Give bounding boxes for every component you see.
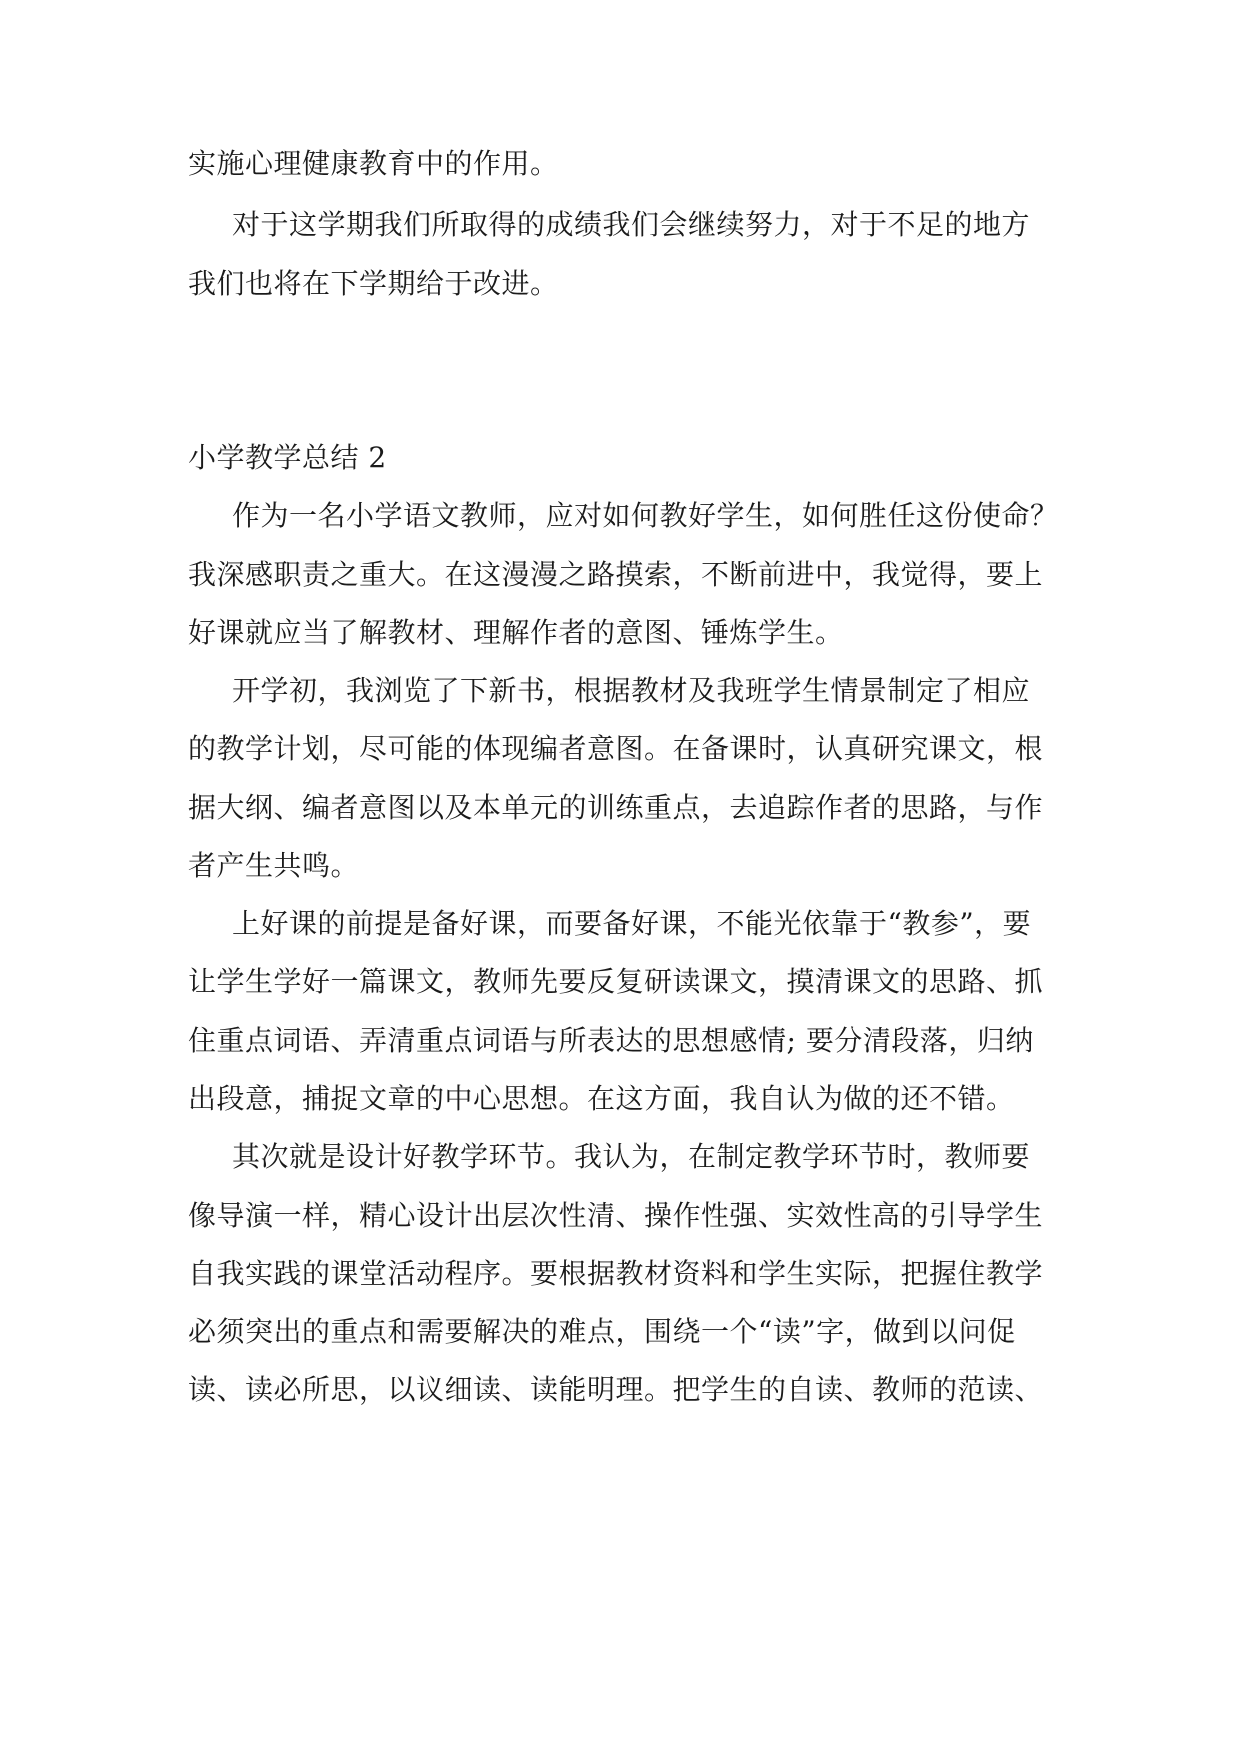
paragraph-first-line: 上好课的前提是备好课，而要备好课，不能光依靠于“教参”，要 bbox=[232, 907, 1032, 940]
text-line: 自我实践的课堂活动程序。要根据教材资料和学生实际，把握住教学 bbox=[188, 1257, 1044, 1290]
text-line: 据大纲、编者意图以及本单元的训练重点，去追踪作者的思路，与作 bbox=[188, 791, 1044, 824]
text-line: 的教学计划，尽可能的体现编者意图。在备课时，认真研究课文，根 bbox=[188, 732, 1044, 765]
paragraph-first-line: 其次就是设计好教学环节。我认为，在制定教学环节时，教师要 bbox=[232, 1140, 1031, 1173]
paragraph-first-line: 对于这学期我们所取得的成绩我们会继续努力，对于不足的地方 bbox=[232, 208, 1031, 241]
text-line: 让学生学好一篇课文，教师先要反复研读课文，摸清课文的思路、抓 bbox=[188, 965, 1044, 998]
text-line: 读、读必所思，以议细读、读能明理。把学生的自读、教师的范读、 bbox=[188, 1373, 1044, 1406]
text-line: 住重点词语、弄清重点词语与所表达的思想感情; 要分清段落，归纳 bbox=[188, 1024, 1034, 1057]
text-line: 者产生共鸣。 bbox=[188, 849, 360, 882]
text-line: 像导演一样，精心设计出层次性清、操作性强、实效性高的引导学生 bbox=[188, 1199, 1044, 1232]
paragraph-first-line: 作为一名小学语文教师，应对如何教好学生，如何胜任这份使命？ bbox=[232, 499, 1059, 532]
paragraph-first-line: 开学初，我浏览了下新书，根据教材及我班学生情景制定了相应 bbox=[232, 674, 1031, 707]
text-line: 我们也将在下学期给于改进。 bbox=[188, 267, 559, 300]
text-line: 出段意，捕捉文章的中心思想。在这方面，我自认为做的还不错。 bbox=[188, 1082, 1015, 1115]
text-line: 实施心理健康教育中的作用。 bbox=[188, 147, 559, 180]
section-heading: 小学教学总结 2 bbox=[188, 441, 387, 474]
text-line: 我深感职责之重大。在这漫漫之路摸索，不断前进中，我觉得，要上 bbox=[188, 558, 1044, 591]
text-line: 好课就应当了解教材、理解作者的意图、锤炼学生。 bbox=[188, 616, 844, 649]
text-line: 必须突出的重点和需要解决的难点，围绕一个“读”字，做到以问促 bbox=[188, 1315, 1016, 1348]
